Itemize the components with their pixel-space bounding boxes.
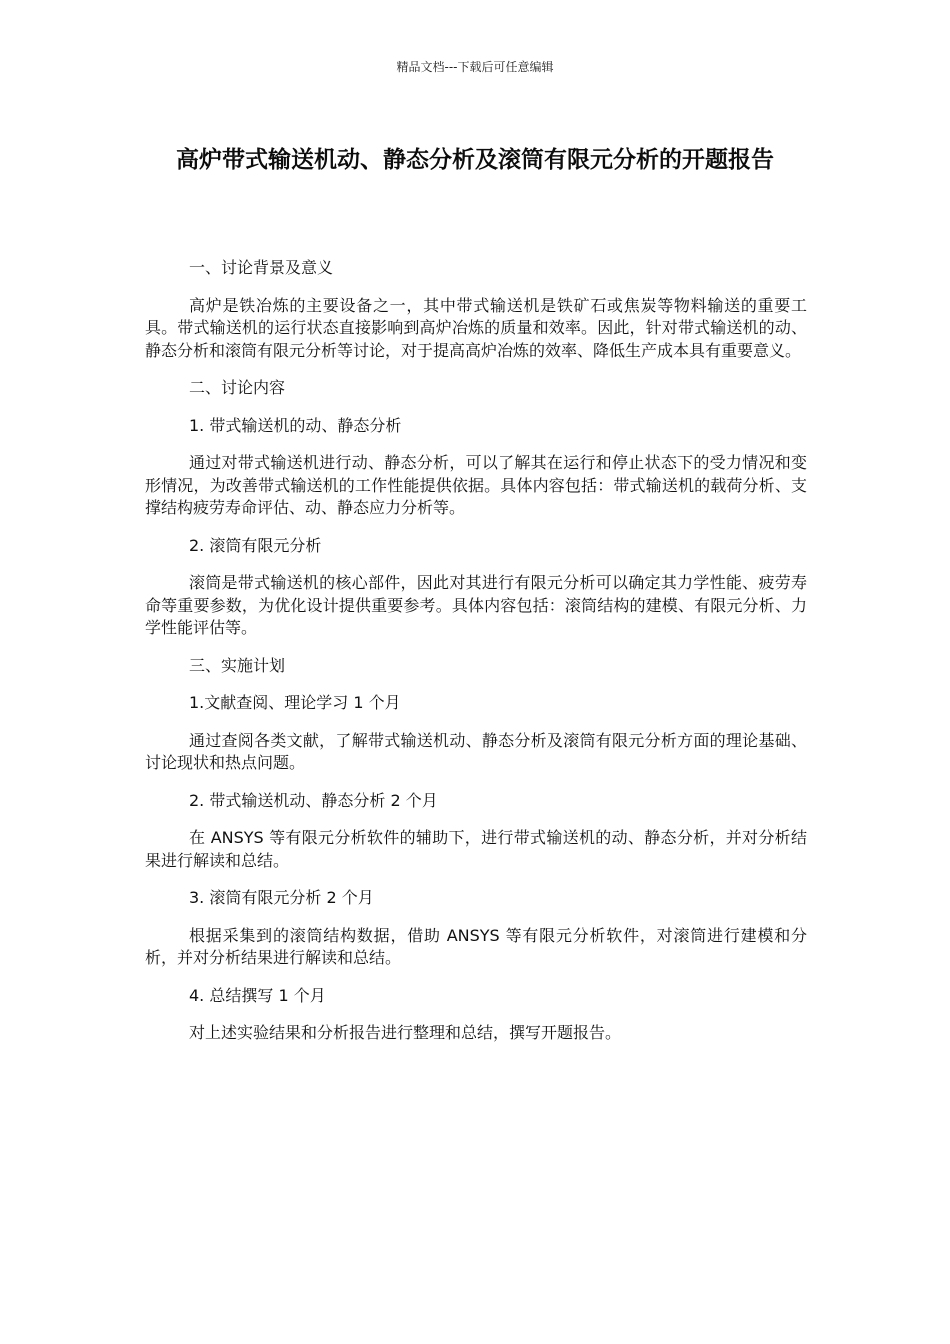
section-heading-background: 一、讨论背景及意义 (189, 258, 334, 277)
section-heading-content: 二、讨论内容 (189, 378, 286, 397)
subheading-conveyor-analysis: 1. 带式输送机的动、静态分析 (189, 415, 402, 435)
paragraph-drum-fea: 滚筒是带式输送机的核心部件，因此对其进行有限元分析可以确定其力学性能、疲劳寿命等重要参数，为优化设计提供重要参考。具体内容包括：滚筒结构的建模、有限元分析、力学性能评估等。 (145, 573, 807, 637)
subheading-drum-fea: 2. 滚筒有限元分析 (189, 535, 322, 555)
plan-item-drum: 3. 滚筒有限元分析 2 个月 (189, 888, 374, 907)
paragraph-background: 高炉是铁冶炼的主要设备之一，其中带式输送机是铁矿石或焦炭等物料输送的重要工具。带式输送机的运行状态直接影响到高炉冶炼的质量和效率。因此，针对带式输送机的动、静态分析和滚筒有限元分析等讨论，对于提高高炉冶炼的效率、降低生产成本具有重要意义。 (145, 295, 807, 360)
paragraph-literature: 通过查阅各类文献，了解带式输送机动、静态分析及滚筒有限元分析方面的理论基础、讨论现状和热点问题。 (145, 730, 807, 772)
paragraph-plan-drum: 根据采集到的滚筒结构数据，借助 ANSYS 等有限元分析软件，对滚筒进行建模和分析，并对分析结果进行解读和总结。 (145, 925, 807, 967)
paragraph-conveyor-analysis: 通过对带式输送机进行动、静态分析，可以了解其在运行和停止状态下的受力情况和变形情况，为改善带式输送机的工作性能提供依据。具体内容包括：带式输送机的载荷分析、支撑结构疲劳寿命评估、动、静态应力分析等。 (145, 453, 807, 517)
paragraph-plan-conveyor: 在 ANSYS 等有限元分析软件的辅助下，进行带式输送机的动、静态分析，并对分析结果进行解读和总结。 (145, 828, 807, 870)
paragraph-summary: 对上述实验结果和分析报告进行整理和总结，撰写开题报告。 (189, 1023, 622, 1042)
plan-item-conveyor: 2. 带式输送机动、静态分析 2 个月 (189, 790, 438, 810)
plan-item-summary: 4. 总结撰写 1 个月 (189, 985, 326, 1005)
page-header: 精品文档---下载后可任意编辑 (396, 60, 554, 74)
document-body (145, 257, 807, 1060)
section-heading-plan: 三、实施计划 (189, 655, 286, 675)
document-title: 高炉带式输送机动、静态分析及滚筒有限元分析的开题报告 (176, 147, 774, 173)
plan-item-literature: 1.文献查阅、理论学习 1 个月 (189, 693, 401, 712)
